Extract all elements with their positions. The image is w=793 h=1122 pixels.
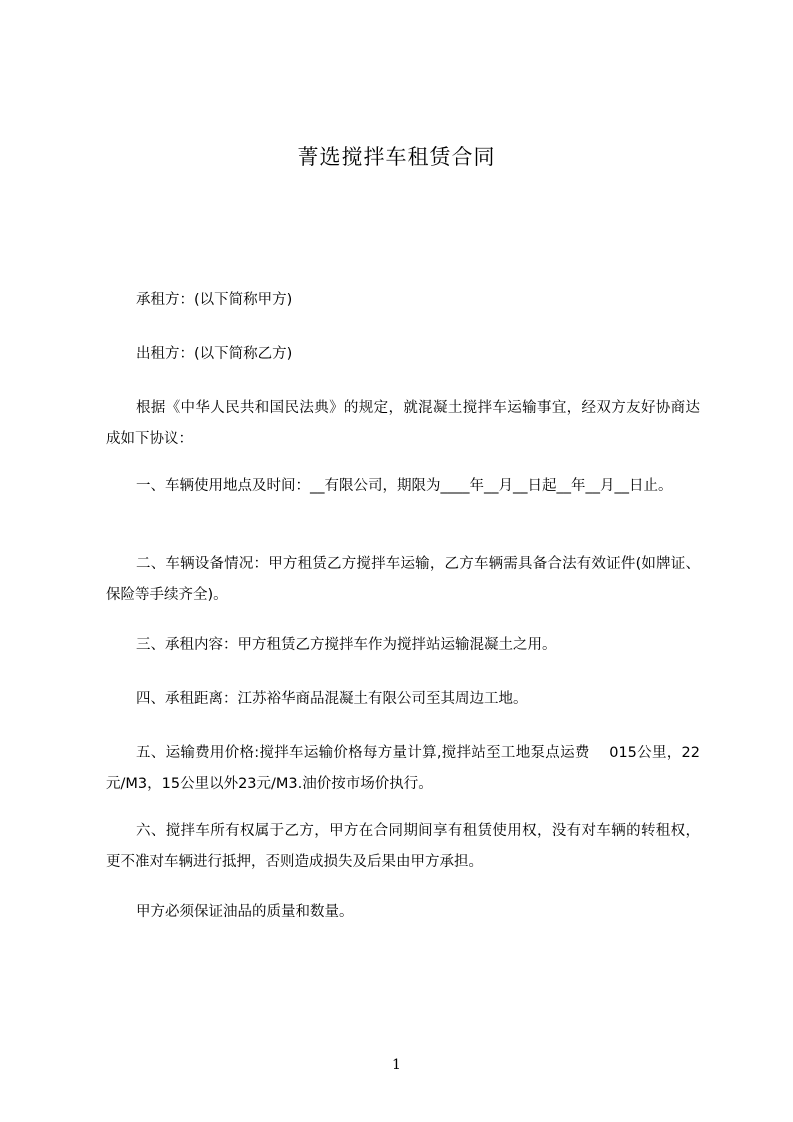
paragraph-clause-5: 五、运输费用价格:搅拌车运输价格每方量计算,搅拌站至工地泵点运费 015公里，22元/M3，15公里以外23元/M3.油价按市场价执行。 bbox=[106, 745, 700, 792]
paragraph-lessor: 出租方：(以下简称乙方) bbox=[136, 346, 293, 362]
page-number: 1 bbox=[392, 1057, 401, 1073]
paragraph-fuel-quality: 甲方必须保证油品的质量和数量。 bbox=[136, 904, 354, 920]
paragraph-clause-6: 六、搅拌车所有权属于乙方，甲方在合同期间享有租赁使用权，没有对车辆的转租权，更不准对车辆进行抵押，否则造成损失及后果由甲方承担。 bbox=[106, 823, 700, 870]
paragraph-clause-4: 四、承租距离：江苏裕华商品混凝土有限公司至其周边工地。 bbox=[136, 691, 528, 707]
paragraph-preamble: 根据《中华人民共和国民法典》的规定，就混凝土搅拌车运输事宜，经双方友好协商达成如下协议： bbox=[106, 400, 700, 447]
paragraph-lessee: 承租方：(以下简称甲方) bbox=[136, 292, 293, 308]
paragraph-clause-3: 三、承租内容：甲方租赁乙方搅拌车作为搅拌站运输混凝土之用。 bbox=[136, 637, 557, 653]
paragraph-clause-2: 二、车辆设备情况：甲方租赁乙方搅拌车运输，乙方车辆需具备合法有效证件(如牌证、保险等手续齐全)。 bbox=[106, 556, 700, 603]
document-title: 菁选搅拌车租赁合同 bbox=[297, 145, 496, 169]
paragraph-clause-1: 一、车辆使用地点及时间：__有限公司，期限为____年__月__日起__年__月__日止。 bbox=[136, 478, 673, 494]
